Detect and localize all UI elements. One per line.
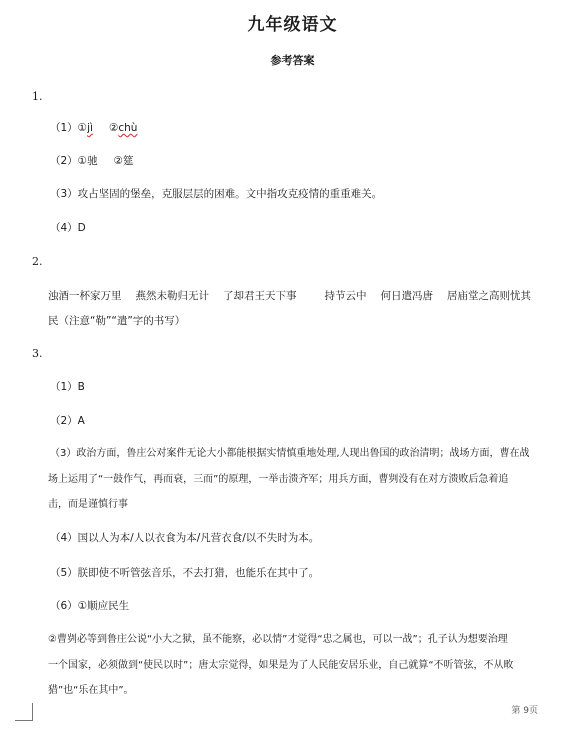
q2-item: 了却君王天下事 (223, 290, 297, 302)
q2-answer-line-1 (48, 289, 531, 303)
q1-answer-1 (50, 121, 137, 135)
question-1-number: 1. (32, 90, 43, 103)
q2-item: 何日遣冯唐 (380, 290, 433, 302)
q1-a1-pinyin-2: chù (118, 122, 138, 134)
question-2-number: 2. (32, 255, 43, 268)
page-number: 第 9页 (511, 706, 538, 716)
q3-answer-1: （1）B (50, 381, 85, 393)
page-title: 九年级语文 (247, 15, 338, 35)
q2-item: 浊酒一杯家万里 (48, 290, 122, 302)
q3-answer-3-line-3: 击，而是谨慎行事 (48, 499, 128, 510)
q1-answer-2 (50, 154, 134, 168)
q1-a2-word-1: 驰 (87, 155, 98, 167)
q3-answer-3-line-2: 场上运用了“一鼓作气，再而衰，三而”的原理，一举击溃齐军；用兵方面，曹刿没有在对方溃败后急着追 (48, 474, 509, 485)
q3-p2-circled-number: ② (48, 634, 57, 645)
crop-mark (15, 703, 33, 721)
q2-item: 持节云中 (324, 290, 367, 302)
q1-a2-prefix: （2）① (50, 155, 88, 167)
q3-paragraph-2-line-3: 猎”也“乐在其中”。 (48, 685, 134, 696)
q3-paragraph-2-line-2: 一个国家，必须做到“使民以时”；唐太宗觉得，如果是为了人民能安居乐业，自己就算“不听管弦，不从畋 (48, 660, 514, 671)
q1-a1-prefix: （1）① (50, 122, 88, 134)
q3-p2-line-1-text: 曹刿必等到鲁庄公说“小大之狱，虽不能察，必以情”才觉得“忠之属也，可以一战”；孔子认为想要治理 (56, 634, 508, 645)
q1-a1-pinyin-1: jì (87, 122, 93, 134)
q3-paragraph-2-line-1 (48, 633, 508, 647)
page-subtitle: 参考答案 (270, 54, 315, 67)
q3-answer-6 (50, 599, 129, 613)
q1-a1-mid: ② (108, 122, 119, 134)
q1-a2-word-2: 筵 (123, 155, 134, 167)
q1-answer-4: （4）D (50, 222, 86, 234)
q3-answer-5: （5）朕即使不听管弦音乐，不去打猎，也能乐在其中了。 (50, 567, 320, 579)
q3-a6-text: 顺应民生 (87, 600, 130, 612)
q3-answer-2: （2）A (50, 415, 85, 427)
q3-a6-circled-number: ① (77, 600, 88, 612)
q3-answer-3-line-1: （3）政治方面，鲁庄公对案件无论大小都能根据实情慎重地处理,人现出鲁国的政治清明；战场方面，曹在战 (50, 448, 530, 459)
q1-a2-mid: ② (113, 155, 124, 167)
question-3-number: 3. (32, 347, 43, 360)
q3-a6-prefix: （6） (50, 600, 78, 612)
q1-answer-3: （3）攻占坚固的堡垒，克服层层的困难。文中指攻克疫情的重重难关。 (50, 188, 383, 200)
q2-answer-line-2: 民（注意“勒”“遣”字的书写） (48, 315, 186, 327)
q2-item: 居庙堂之高则忧其 (447, 290, 531, 302)
q2-item: 燕然未勒归无计 (135, 290, 209, 302)
q3-answer-4: （4）国以人为本/人以衣食为本/凡营衣食/以不失时为本。 (50, 532, 320, 544)
